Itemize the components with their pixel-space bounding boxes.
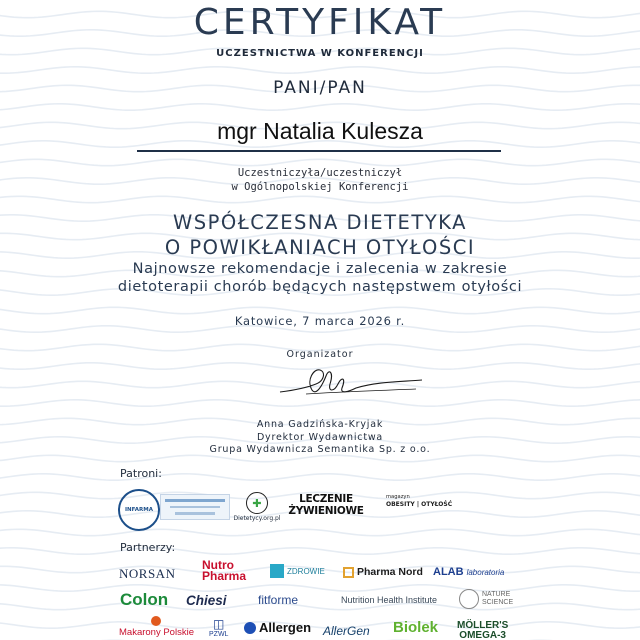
leczenie-line-1: LECZENIE [299, 493, 353, 505]
mollers-line-1: MÖLLER'S [457, 620, 509, 631]
recipient-name: mgr Natalia Kulesza [217, 118, 423, 144]
infarma-logo [118, 489, 160, 531]
conference-subtitle-line-2: dietoterapii chorób będących następstwem otyłości [117, 279, 523, 295]
colon-logo: Colon [120, 590, 169, 609]
conference-title-line-1: WSPÓŁCZESNA DIETETYKA [173, 211, 467, 234]
nature-line-2: SCIENCE [482, 599, 514, 606]
mollers-logo [457, 621, 508, 640]
salutation: PANI/PAN [273, 78, 367, 98]
chiesi-logo: Chiesi [186, 593, 227, 608]
wave-line [0, 196, 640, 202]
nutropharma-logo [202, 560, 246, 582]
quality-badge-logo [160, 494, 230, 520]
nutro-line-2: Pharma [202, 569, 247, 583]
allergen-logo [244, 620, 311, 635]
leczenie-line-2: ŻYWIENIOWE [288, 505, 364, 517]
allergen-brand-logo: AllerGen [323, 624, 370, 638]
makarony-text: Makarony Polskie [119, 627, 194, 638]
obesity-line-2: OBESITY | OTYŁOŚĆ [386, 501, 453, 508]
wave-line [0, 622, 640, 628]
pharma-nord-text: Pharma Nord [357, 566, 423, 578]
alab-logo [433, 566, 504, 578]
organizer-company: Grupa Wydawnicza Semantika Sp. z o.o. [209, 444, 431, 455]
norsan-logo: NORSAN [119, 566, 176, 581]
conference-subtitle [0, 260, 640, 296]
infarma-text: INFARMA [125, 507, 153, 513]
wave-line [0, 307, 640, 313]
nutrition-health-institute-logo: Nutrition Health Institute [341, 595, 438, 605]
wave-line [0, 529, 640, 535]
zdrowie-text: ZDROWIE [287, 566, 325, 576]
wave-line [0, 585, 640, 591]
conference-subtitle-line-1: Najnowsze rekomendacje i zalecenia w zakresie [132, 261, 508, 277]
dietetycy-logo [232, 490, 282, 524]
dietetycy-text: Dietetycy.org.pl [233, 515, 281, 522]
wave-line [0, 548, 640, 554]
signature-image [276, 362, 426, 404]
allergen-dot-icon [244, 622, 256, 634]
organizer-name: Anna Gadzińska-Kryjak [256, 419, 384, 430]
patrons-label: Patroni: [120, 467, 162, 480]
place-and-date: Katowice, 7 marca 2026 r. [234, 314, 406, 328]
obesity-magazine-logo [386, 494, 453, 508]
makarony-polskie-logo [119, 616, 194, 638]
nature-science-logo [459, 589, 513, 609]
organizer-signature-block [0, 419, 640, 457]
pzwl-logo [209, 617, 228, 638]
certificate-title: CERTYFIKAT [193, 2, 447, 43]
conference-title [0, 210, 640, 260]
zdrowie-square-icon [270, 564, 284, 578]
pharma-nord-square-icon [343, 567, 354, 578]
alab-text: ALAB [433, 566, 464, 578]
allergen-text: Allergen [259, 620, 312, 635]
wave-line [0, 67, 640, 73]
makarony-icon [151, 616, 161, 626]
nature-science-circle-icon [459, 589, 479, 609]
fitforme-logo: fitforme [258, 593, 299, 607]
pzwl-text: PZWL [209, 631, 229, 638]
participation-statement [0, 166, 640, 194]
wave-line [0, 474, 640, 480]
nutro-line-1: Nutro [202, 558, 234, 572]
certificate-subtitle: UCZESTNICTWA W KONFERENCJI [216, 48, 424, 59]
pharma-nord-logo [343, 566, 423, 578]
wave-line [0, 603, 640, 609]
pzwl-icon: ◫ [213, 617, 225, 631]
organizer-label: Organizator [286, 349, 354, 360]
biolek-logo: Biolek [393, 619, 439, 636]
participation-line-2: w Ogólnopolskiej Konferencji [231, 181, 409, 193]
obesity-line-1: magazyn [386, 494, 410, 500]
mollers-line-2: OMEGA-3 [459, 630, 506, 640]
organizer-role: Dyrektor Wydawnictwa [256, 431, 384, 443]
nature-line-1: NATURE [482, 591, 511, 598]
leczenie-zywieniowe-logo [288, 493, 364, 517]
participation-line-1: Uczestniczyła/uczestniczył [237, 167, 403, 179]
partners-label: Partnerzy: [120, 541, 176, 554]
zdrowie-logo [270, 564, 325, 578]
name-underline [137, 150, 501, 152]
alab-subtext: laboratoria [466, 567, 505, 577]
conference-title-line-2: O POWIKŁANIACH OTYŁOŚCI [164, 236, 476, 259]
wave-line [0, 159, 640, 165]
wave-line [0, 104, 640, 110]
poland-map-icon: ✚ [246, 492, 268, 514]
